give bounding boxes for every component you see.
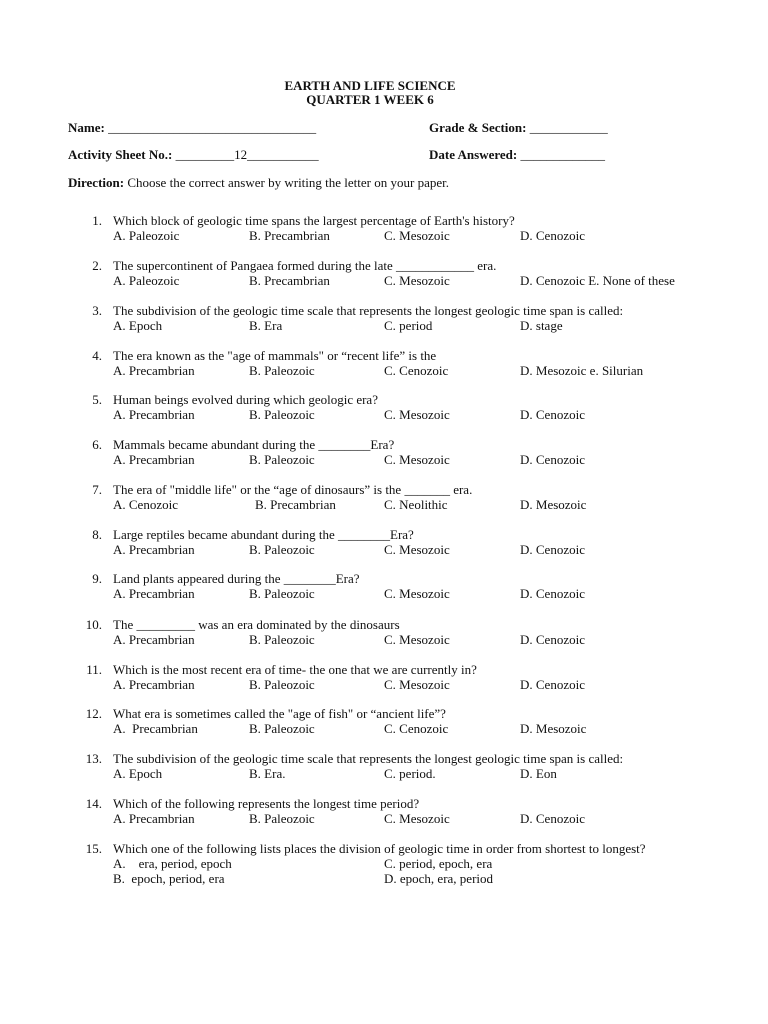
option-a: A. Precambrian [113,632,195,647]
option-d: D. Cenozoic [520,677,585,692]
question-number: 11. [86,662,102,677]
question-text: The supercontinent of Pangaea formed during the late ____________ era. [113,258,497,273]
option-a: A. Precambrian [113,811,195,826]
option-d: D. Cenozoic [520,452,585,467]
question-text: Which one of the following lists places the division of geologic time in order from shortest to longest? [113,841,646,856]
question-number: 3. [92,303,102,318]
option-d: D. Mesozoic e. Silurian [520,363,644,378]
option-c: C. Mesozoic [384,228,450,243]
option-c: C. Cenozoic [384,363,449,378]
question-number: 8. [92,527,102,542]
option-a: A. Epoch [113,766,163,781]
option-b: B. Paleozoic [249,452,315,467]
option-c: C. Mesozoic [384,273,450,288]
option-b: B. Precambrian [249,228,330,243]
option-b: B. Paleozoic [249,363,315,378]
question-number: 9. [92,571,102,586]
option-c: C. Mesozoic [384,542,450,557]
option-b: B. Paleozoic [249,677,315,692]
option-a: A. Precambrian [113,721,198,736]
option-d: D. Cenozoic [520,228,585,243]
option-a: A. Cenozoic [113,497,178,512]
option-d: D. Eon [520,766,557,781]
worksheet-title: EARTH AND LIFE SCIENCE [284,78,456,93]
name-blank: ________________________________ [104,120,317,135]
option-b: B. Era. [249,766,286,781]
option-c: C. Neolithic [384,497,448,512]
option-c: C. Mesozoic [384,632,450,647]
question-number: 15. [85,841,102,856]
activity-sheet-label: Activity Sheet No.: [68,147,173,162]
question-number: 1. [92,213,102,228]
direction-body: Choose the correct answer by writing the letter on your paper. [124,175,449,190]
question-number: 14. [85,796,102,811]
option-b: B. Paleozoic [249,632,315,647]
date-answered-label: Date Answered: [429,147,518,162]
question-number: 4. [92,348,102,363]
question-number: 2. [92,258,102,273]
option-a: A. Precambrian [113,542,195,557]
option-d: D. Mesozoic [520,497,587,512]
question-number: 12. [85,706,102,721]
option-d: D. Mesozoic [520,721,587,736]
question-text: The subdivision of the geologic time scale that represents the longest geologic time span is called: [113,751,624,766]
name-label: Name: [68,120,105,135]
option-b: B. Paleozoic [249,542,315,557]
question-number: 7. [92,482,102,497]
question-text: Human beings evolved during which geologic era? [113,392,378,407]
option-b: B. Paleozoic [249,586,315,601]
grade-section-label: Grade & Section: [429,120,527,135]
option-c: C. Mesozoic [384,452,450,467]
option-b: B. Paleozoic [249,721,315,736]
option-a: A. era, period, epoch [113,856,232,871]
option-a: A. Epoch [113,318,163,333]
question-text: Land plants appeared during the ________Era? [113,571,360,586]
option-c: C. Mesozoic [384,677,450,692]
question-text: Large reptiles became abundant during the ________Era? [113,527,414,542]
option-b: B. Paleozoic [249,811,315,826]
question-text: The subdivision of the geologic time scale that represents the longest geologic time span is called: [113,303,624,318]
option-a: A. Precambrian [113,407,195,422]
option-a: A. Paleozoic [113,273,180,288]
question-text: Which is the most recent era of time- the one that we are currently in? [113,662,477,677]
question-text: Mammals became abundant during the ________Era? [113,437,395,452]
grade-section-field [429,120,608,135]
option-b: B. Precambrian [255,497,336,512]
option-c: C. period. [384,766,436,781]
option-d: D. stage [520,318,563,333]
option-c: C. period [384,318,433,333]
option-d: D. Cenozoic [520,811,585,826]
question-number: 10. [85,617,102,632]
option-a: A. Precambrian [113,586,195,601]
option-c: C. Cenozoic [384,721,449,736]
name-field [68,120,316,135]
question-text: What era is sometimes called the "age of fish" or “ancient life”? [113,706,446,721]
option-c: C. Mesozoic [384,586,450,601]
option-b: B. Paleozoic [249,407,315,422]
question-number: 13. [85,751,102,766]
option-c: C. period, epoch, era [384,856,493,871]
question-text: The era known as the "age of mammals" or “recent life” is the [113,348,437,363]
direction-text [68,175,449,190]
question-text: Which block of geologic time spans the largest percentage of Earth's history? [113,213,515,228]
option-d: D. Cenozoic [520,407,585,422]
activity-sheet-field [68,147,319,162]
option-a: A. Precambrian [113,363,195,378]
option-d: D. Cenozoic [520,542,585,557]
activity-sheet-value: _________12___________ [172,147,319,162]
question-number: 6. [92,437,102,452]
option-b: B. epoch, period, era [113,871,225,886]
question-number: 5. [92,392,102,407]
question-text: The era of "middle life" or the “age of dinosaurs” is the _______ era. [113,482,473,497]
date-answered-blank: _____________ [517,147,605,162]
option-c: C. Mesozoic [384,407,450,422]
option-b: B. Era [249,318,283,333]
option-d: D. Cenozoic [520,632,585,647]
worksheet-subtitle: QUARTER 1 WEEK 6 [306,92,434,107]
option-c: C. Mesozoic [384,811,450,826]
question-text: Which of the following represents the longest time period? [113,796,420,811]
question-text: The _________ was an era dominated by the dinosaurs [113,617,400,632]
option-b: B. Precambrian [249,273,330,288]
grade-section-blank: ____________ [526,120,608,135]
option-d: D. Cenozoic E. None of these [520,273,675,288]
option-d: D. epoch, era, period [384,871,494,886]
date-answered-field [429,147,605,162]
option-d: D. Cenozoic [520,586,585,601]
option-a: A. Precambrian [113,677,195,692]
option-a: A. Paleozoic [113,228,180,243]
direction-label: Direction: [68,175,125,190]
option-a: A. Precambrian [113,452,195,467]
